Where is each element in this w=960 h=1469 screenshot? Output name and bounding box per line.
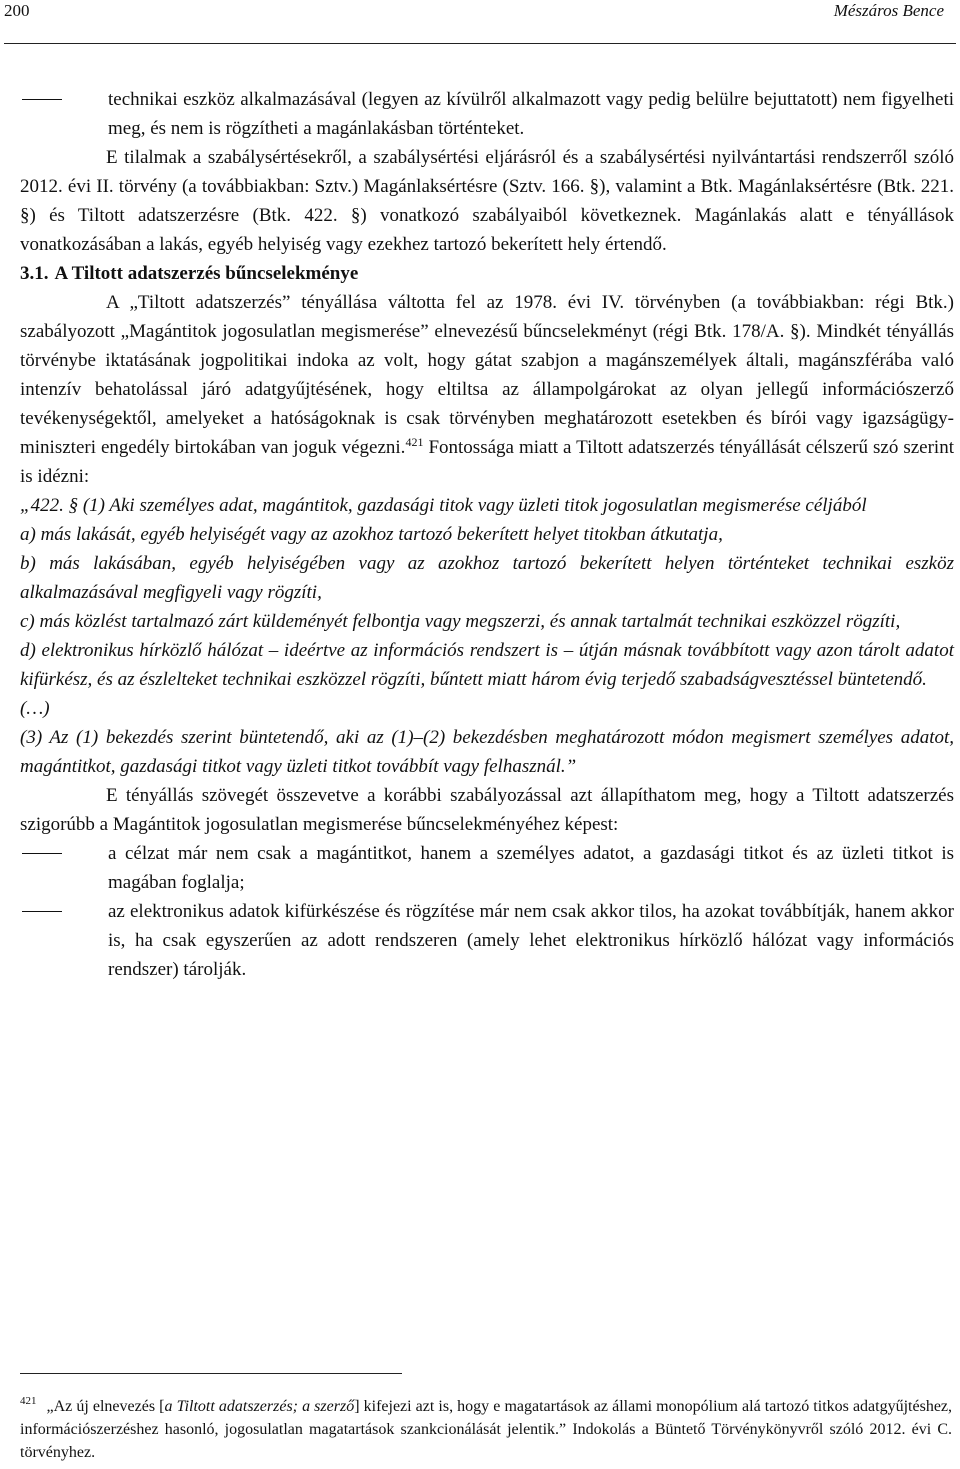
list-item (20, 897, 954, 984)
list-item-text: az elektronikus adatok kifürkészése és rögzítése már nem csak akkor tilos, ha azokat továbbítják, hanem akkor is, ha csak egyszerűen az adott rendszeren (amely lehet elektronikus hírközlő hálózat vagy információs rendszer) tárolják. (108, 901, 954, 980)
footnote-italic: a Tiltott adatszerzés; a szerző (164, 1398, 355, 1415)
paragraph-3: E tényállás szövegét összevetve a korábbi szabályozással azt állapíthatom meg, hogy a Tiltott adatszerzés szigorúbb a Magántitok jogosulatlan megismerése bűncselekményéhez képest: (20, 785, 954, 835)
dash-bullet (22, 853, 62, 854)
dash-bullet (22, 99, 62, 100)
list-item-text: a célzat már nem csak a magántitkot, hanem a személyes adatot, a gazdasági titkot és az üzleti titkot is magában foglalja; (108, 843, 954, 893)
paragraph-2 (20, 288, 954, 491)
section-title: A Tiltott adatszerzés bűncselekménye (54, 263, 359, 284)
body-text (20, 85, 954, 984)
quote-line: (3) Az (1) bekezdés szerint büntetendő, aki az (1)–(2) bekezdésben meghatározott módon megismert személyes adatot, magántitkot, gazdasági titkot vagy üzleti titkot továbbít vagy felhasznál.” (20, 727, 954, 777)
list-item (20, 839, 954, 897)
footnote-reference[interactable]: 421 (405, 434, 424, 449)
section-number: 3.1. (20, 263, 49, 284)
paragraph-2-tail: Fontossága miatt a Tiltott adatszerzés tényállását célszerű szó szerint is idézni: (20, 437, 954, 487)
footnote-text-end: ] kifejezi azt is, hogy e magatartások az állami monopólium alá tartozó titkos adatgyűjtéshez, információszerzéshez hasonló, jogosulatlan magatartások szankcionálását jelentik.” Indokolás a Büntető Törvénykönyvről szóló 2012. évi C. törvényhez. (20, 1398, 953, 1461)
dash-bullet (22, 911, 62, 912)
running-header (4, 0, 946, 30)
quote-line: a) más lakását, egyéb helyiségét vagy az azokhoz tartozó bekerített helyet titokban átkutatja, (20, 524, 723, 545)
footnote-text-start: „Az új elnevezés [ (46, 1398, 165, 1415)
quote-line: (…) (20, 698, 50, 719)
section-heading (20, 259, 954, 288)
footnote-mark: 421 (20, 1395, 37, 1408)
intro-dash-text: technikai eszköz alkalmazásával (legyen az kívülről alkalmazott vagy pedig belülre bejuttatott) nem figyelheti meg, és nem is rögzítheti a magánlakásban történteket. (108, 89, 954, 139)
paragraph-1: E tilalmak a szabálysértésekről, a szabálysértési eljárásról és a szabálysértési nyilvántartási rendszerről szóló 2012. évi II. törvény (a továbbiakban: Sztv.) Magánlaksértésre (Sztv. 166. §), valamint a Btk. Magánlaksértésre (Btk. 221. §) és Tiltott adatszerzésre (Btk. 422. §) vonatkozó szabályaiból következnek. Magánlakás alatt e tényállások vonatkozásában a lakás, egyéb helyiség vagy ezekhez tartozó bekerített hely értendő. (20, 147, 954, 255)
quote-line: d) elektronikus hírközlő hálózat – ideértve az információs rendszert is – útján másnak továbbított vagy azon tárolt adatot kifürkész, és az észlelteket technikai eszközzel rögzíti, bűntett miatt három évig terjedő szabadságvesztéssel büntetendő. (20, 640, 954, 690)
paragraph-2-text: A „Tiltott adatszerzés” tényállása váltotta fel az 1978. évi IV. törvényben (a továbbiakban: régi Btk.) szabályozott „Magántitok jogosulatlan megismerése” elnevezésű bűncselekményt (régi Btk. 178/A. §). Mindkét tényállás törvénybe iktatásának jogpolitikai indoka az volt, hogy gátat szabjon a magánszemélyek általi, magánszférába való intenzív behatolással járó adatgyűjtésének, hogy eltiltsa az állampolgárokat az olyan jellegű információszerző tevékenységektől, amelyeket a hatóságoknak is csak törvényben meghatározott esetekben és bírói vagy igazságügy-miniszteri engedély birtokában van joguk végezni. (20, 292, 954, 458)
footnote (20, 1395, 952, 1464)
page-number: 200 (4, 1, 30, 20)
running-author: Mészáros Bence (833, 1, 944, 20)
header-divider (4, 43, 956, 44)
intro-dash-item (20, 85, 954, 143)
quote-line: b) más lakásában, egyéb helyiségében vagy az azokhoz tartozó bekerített helyen történteket technikai eszköz alkalmazásával megfigyeli vagy rögzíti, (20, 553, 954, 603)
quote-line: c) más közlést tartalmazó zárt küldeményét felbontja vagy megszerzi, és annak tartalmát technikai eszközzel rögzíti, (20, 611, 901, 632)
quote-line: „422. § (1) Aki személyes adat, magántitok, gazdasági titok vagy üzleti titok jogosulatlan megismerése céljából (20, 495, 867, 516)
footnote-divider (20, 1373, 402, 1374)
statute-quote (20, 491, 954, 781)
